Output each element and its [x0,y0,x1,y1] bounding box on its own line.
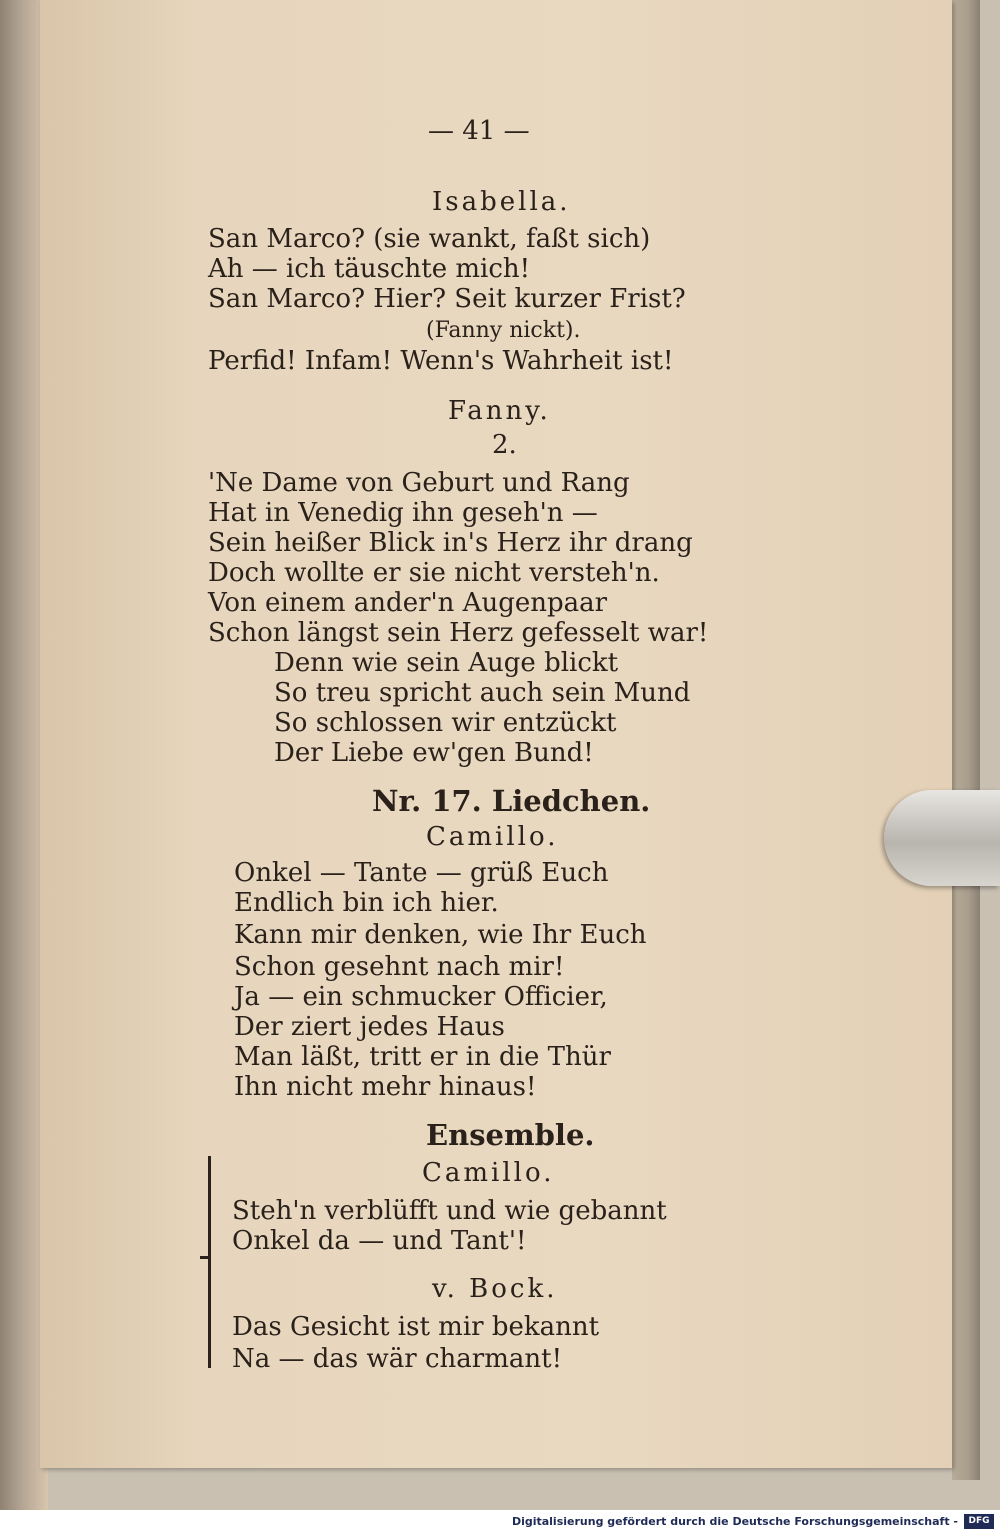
verse-line: Endlich bin ich hier. [234,888,499,918]
song-title: Nr. 17. Liedchen. [372,784,651,818]
verse-line: Ja — ein schmucker Officier, [234,982,608,1012]
verse-line: Das Gesicht ist mir bekannt [232,1312,600,1342]
verse-line: Ihn nicht mehr hinaus! [234,1072,537,1102]
verse-line: 'Ne Dame von Geburt und Rang [208,468,630,498]
ensemble-brace-point [200,1256,210,1259]
verse-line: So treu spricht auch sein Mund [274,678,691,708]
verse-line: Schon gesehnt nach mir! [234,952,565,982]
verse-line: Sein heißer Blick in's Herz ihr drang [208,528,693,558]
verse-line: Kann mir denken, wie Ihr Euch [234,920,647,950]
verse-line: Von einem ander'n Augenpaar [208,588,608,618]
verse-line: Man läßt, tritt er in die Thür [234,1042,611,1072]
verse-line: So schlossen wir entzückt [274,708,617,738]
verse-line: Na — das wär charmant! [232,1344,563,1374]
page-clip [884,790,1000,886]
verse-line: Onkel da — und Tant'! [232,1226,527,1256]
verse-line: Hat in Venedig ihn geseh'n — [208,498,598,528]
verse-line: San Marco? (sie wankt, faßt sich) [208,224,651,254]
speaker-camillo-ensemble: Camillo. [422,1158,555,1188]
dfg-logo: DFG [964,1514,994,1529]
speaker-camillo: Camillo. [426,822,559,852]
speaker-fanny: Fanny. [448,396,551,426]
digitization-credit: Digitalisierung gefördert durch die Deutsche Forschungsgemeinschaft - [511,1515,958,1528]
verse-line: Der ziert jedes Haus [234,1012,505,1042]
stage-direction: (Fanny nickt). [426,318,581,343]
book-page [40,0,952,1468]
verse-line: Der Liebe ew'gen Bund! [274,738,594,768]
speaker-bock: v. Bock. [432,1274,558,1304]
page-number: — 41 — [428,116,530,146]
verse-line: Denn wie sein Auge blickt [274,648,619,678]
ensemble-brace [208,1156,227,1368]
verse-line: Doch wollte er sie nicht versteh'n. [208,558,660,588]
speaker-isabella: Isabella. [432,187,571,217]
verse-line: Perfid! Infam! Wenn's Wahrheit ist! [208,346,674,376]
verse-line: Steh'n verblüfft und wie gebannt [232,1196,667,1226]
page-stack-edge [952,0,980,1480]
ensemble-title: Ensemble. [426,1118,595,1152]
verse-line: Schon längst sein Herz gefesselt war! [208,618,709,648]
verse-number: 2. [492,430,517,460]
verse-line: Ah — ich täuschte mich! [208,254,531,284]
verse-line: Onkel — Tante — grüß Euch [234,858,609,888]
verse-line: San Marco? Hier? Seit kurzer Frist? [208,284,686,314]
